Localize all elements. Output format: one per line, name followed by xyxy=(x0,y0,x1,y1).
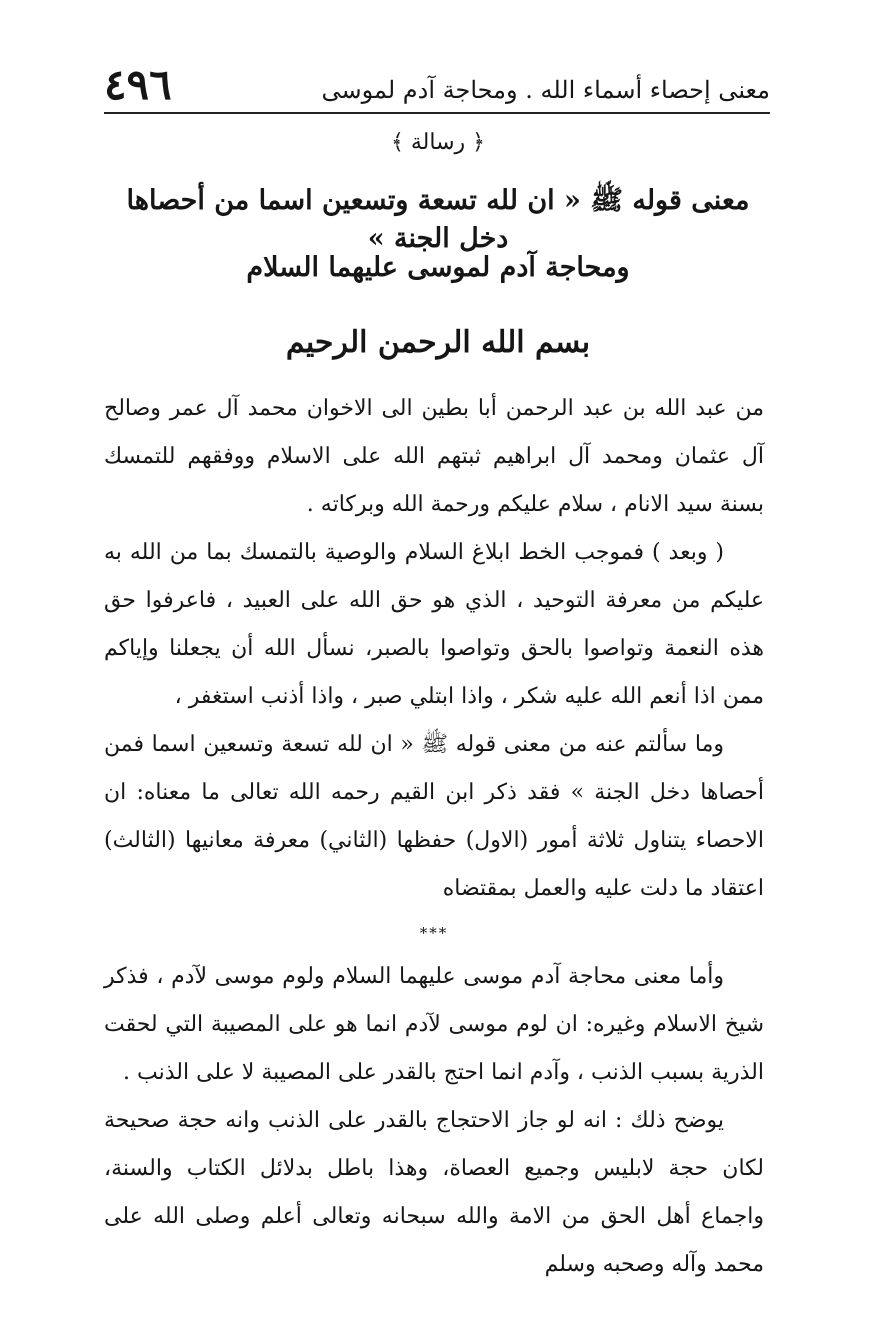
page-number: ٤٩٦ xyxy=(104,60,172,109)
section-separator: *** xyxy=(419,924,449,942)
paragraph-2: ( وبعد ) فموجب الخط ابلاغ السلام والوصية بالتمسك بما من الله به عليكم من معرفة التوحيد ، الذي هو حق الله على العبيد ، فاعرفوا حق هذه النعمة وتواصوا بالحق وتواصوا بالصبر، نسأل الله أن يجعلنا وإياكم ممن اذا أنعم الله عليه شكر ، واذا ابتلي صبر ، واذا أذنب استغفر ، xyxy=(104,540,764,709)
title-line-1: معنى قوله ﷺ « ان لله تسعة وتسعين اسما من أحصاها دخل الجنة » xyxy=(126,185,750,254)
body-text xyxy=(104,385,764,1289)
running-title: معنى إحصاء أسماء الله . ومحاجة آدم لموسى xyxy=(321,76,770,104)
paragraph-5: يوضح ذلك : انه لو جاز الاحتجاج بالقدر على الذنب وانه حجة صحيحة لكان حجة لابليس وجميع العصاة، وهذا باطل بدلائل الكتاب والسنة، واجماع أهل الحق من الامة والله سبحانه وتعالى أعلم وصلى الله على محمد وآله وصحبه وسلم xyxy=(104,1108,764,1277)
paragraph-3: وما سألتم عنه من معنى قوله ﷺ « ان لله تسعة وتسعين اسما فمن أحصاها دخل الجنة » فقد ذكر ابن القيم رحمه الله تعالى ما معناه: ان الاحصاء يتناول ثلاثة أمور (الاول) حفظها (الثاني) معرفة معانيها (الثالث) اعتقاد ما دلت عليه والعمل بمقتضاه xyxy=(104,732,764,901)
section-label: ﴿ رسالة ﴾ xyxy=(390,130,486,155)
title-line-2: ومحاجة آدم لموسى عليهما السلام xyxy=(246,252,630,283)
header-rule xyxy=(104,112,770,114)
page-header xyxy=(104,52,770,110)
paragraph-4: وأما معنى محاجة آدم موسى عليهما السلام ولوم موسى لآدم ، فذكر شيخ الاسلام وغيره: ان لوم موسى لآدم انما هو على المصيبة التي لحقت الذرية بسبب الذنب ، وآدم انما احتج بالقدر على المصيبة لا على الذنب . xyxy=(104,964,764,1085)
paragraph-1: من عبد الله بن عبد الرحمن أبا بطين الى الاخوان محمد آل عمر وصالح آل عثمان ومحمد آل ابراهيم ثبتهم الله على الاسلام ووفقهم للتمسك بسنة سيد الانام ، سلام عليكم ورحمة الله وبركاته . xyxy=(104,396,764,517)
basmala: بسم الله الرحمن الرحيم xyxy=(285,325,591,360)
